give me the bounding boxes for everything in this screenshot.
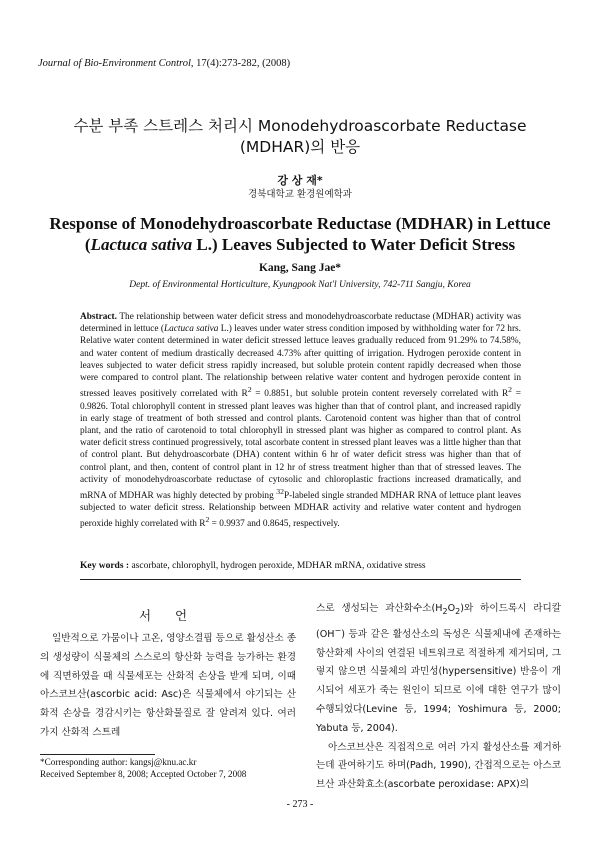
abstract-species: Lactuca sativa — [163, 324, 219, 335]
abstract-sup: 2 — [205, 515, 210, 525]
journal-citation — [38, 58, 290, 69]
received-accepted: Received September 8, 2008; Accepted October 7, 2008 — [40, 768, 247, 779]
english-affiliation: Dept. of Environmental Horticulture, Kyungpook Nat'l University, 742-711 Sangju, Korea — [129, 280, 471, 290]
abstract-text-6: = 0.9937 and 0.8645, respectively. — [209, 519, 340, 530]
english-author: Kang, Sang Jae* — [258, 262, 342, 274]
journal-volume: , 17(4):273-282, (2008) — [190, 58, 291, 69]
abstract-text-2: L.) leaves under water stress condition imposed by withholding water for 72 hrs. Relative water content determined in water deficit stressed lettuce leaves gradually reduced from 91.29% to 74.58%, and water content of medium drastically decreased 4.73% after quitting of irrigation. Hydrogen peroxide content in leaves subjected to water deficit stress rapidly increased, but soluble protein content rapidly decreased when those were compared to control plant. The relationship between relative water content and hydrogen peroxide content in stressed leaves positively correlated with R — [80, 324, 521, 400]
journal-name: Journal of Bio-Environment Control — [38, 58, 191, 69]
subscript: 2 — [455, 606, 461, 616]
english-title — [40, 213, 560, 255]
abstract-sup: 2 — [508, 385, 513, 395]
keywords — [80, 561, 521, 571]
superscript: − — [334, 625, 342, 635]
footnote-divider — [40, 754, 155, 755]
intro-paragraph-1: 일반적으로 가뭄이나 고온, 영양소결핍 등으로 활성산소 종의 생성량이 식물체의 스스로의 항산화 능력을 능가하는 환경에 직면하였을 때 식물세포는 산화적 손상을 받게 되며, 이때 아스코브산(ascorbic acid: Asc)은 식물체에서 야기되는 산화적 손상을 경감시키는 항산화물질로 잘 알려져 있다. 여러 가지 산화적 스트레 — [40, 633, 296, 738]
title-paren: ( — [84, 235, 91, 254]
intro-heading: 서 언 — [138, 608, 198, 623]
abstract-text-1: The relationship between water deficit stress and monodehydroascorbate reductase (MDHAR) activity was determined in lettuce ( — [80, 312, 521, 335]
section-divider — [80, 579, 521, 580]
text-span: )와 하이드록시 라디칼(OH — [316, 603, 561, 640]
intro-paragraph-2: 아스코브산은 직접적으로 여러 가지 활성산소를 제거하는데 관여하기도 하며(Padh, 1990), 간접적으로는 아스코브산 과산화효소(ascorbate peroxidase: APX)의 — [316, 741, 561, 791]
korean-affiliation: 경북대학교 환경원예학과 — [248, 189, 352, 200]
abstract — [80, 311, 521, 531]
text-span: 스로 생성되는 과산화수소(H — [316, 603, 443, 614]
korean-author: 강 상 재* — [277, 174, 323, 187]
abstract-text-5: P-labeled single stranded MDHAR RNA of lettuce plant leaves subjected to water deficit stress. Relationship between MDHAR activity and relative water content and hydrogen peroxide highly correlated with R — [80, 491, 522, 530]
text-span: ) 등과 같은 활성산소의 독성은 식물체내에 존재하는 항산화제 사이의 연결된 네트워크로 적절하게 제거되며, 그렇지 않으면 식물체의 과민성(hypersensitive) 반응이 개시되어 세포가 죽는 원인이 되므로 이에 대한 연구가 많이 수행되었다(Levine 등, 1994; Yoshimura 등, 2000; Yabuta 등, 2004). — [316, 628, 561, 734]
abstract-label: Abstract. — [80, 312, 117, 322]
english-title-line1: Response of Monodehydroascorbate Reductase (MDHAR) in Lettuce — [49, 214, 551, 233]
right-column — [316, 600, 561, 795]
title-species: Lactuca sativa — [90, 235, 193, 254]
footnote — [40, 757, 296, 780]
abstract-sup: 2 — [247, 385, 252, 395]
abstract-text-3: = 0.8851, but soluble protein content reversely correlated with R — [251, 389, 509, 400]
korean-title-line2: (MDHAR)의 반응 — [239, 138, 361, 156]
abstract-text-4: = 0.9826. Total chlorophyll content in stressed plant leaves was higher than that of control plant, and increased rapidly in early stage of treatment of both stressed and control plants. Carotenoid content was higher than that of control plant, and the ratio of carotenoid to total chlorophyll in stressed plant was higher as compared to control plant. As water deficit stress continued progressively, total ascorbate content in stressed plant leaves was a little higher than that of control plant. But dehydroascorbate (DHA) content within 6 hr of water deficit stress was higher than that of control plant, and then, content of control plant in 12 hr of stress treatment higher than that of stressed leaves. The activity of monodehydroascorbate reductase of cytosolic and chloroplastic fractions increased dramatically, and mRNA of MDHAR was highly detected by probing — [80, 389, 521, 502]
keywords-label: Key words : — [80, 561, 130, 571]
corresponding-author: *Corresponding author: kangsj@knu.ac.kr — [40, 757, 197, 767]
korean-title-line1: 수분 부족 스트레스 처리시 Monodehydroascorbate Reductase — [73, 117, 527, 135]
subscript: 2 — [442, 606, 448, 616]
abstract-isotope: 32 — [276, 486, 284, 496]
text-span: O — [447, 603, 456, 614]
english-title-line2 — [40, 234, 560, 255]
intro-paragraph-1-cont — [316, 600, 561, 739]
korean-title — [40, 116, 560, 158]
title-rest: L.) Leaves Subjected to Water Deficit Stress — [192, 235, 516, 254]
left-column — [40, 630, 296, 743]
page-number: - 273 - — [286, 799, 314, 810]
keywords-text: ascorbate, chlorophyll, hydrogen peroxide, MDHAR mRNA, oxidative stress — [129, 561, 426, 571]
